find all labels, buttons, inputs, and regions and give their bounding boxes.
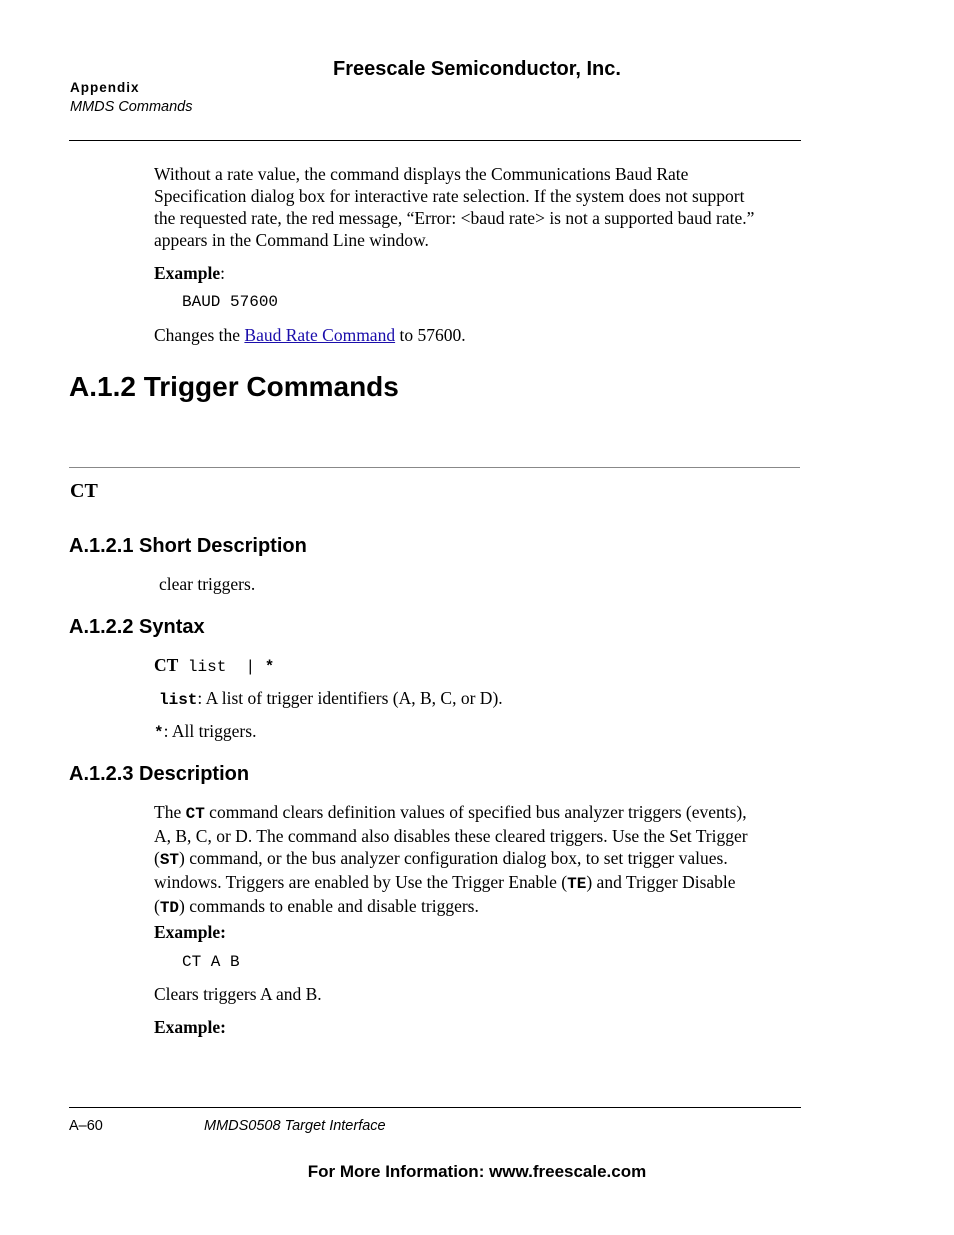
section-label: Appendix — [70, 80, 140, 95]
example2-label: Example: — [154, 1017, 226, 1037]
example1-code: CT A B — [182, 953, 240, 971]
short-description-text: clear triggers. — [159, 574, 256, 594]
code-te: TE — [567, 875, 587, 893]
subsection-label: MMDS Commands — [70, 99, 193, 115]
list-param-def: : A list of trigger identifiers (A, B, C, or D). — [197, 688, 503, 708]
baud-changes-line — [154, 324, 466, 346]
syntax-line — [154, 654, 274, 678]
changes-suffix: to 57600. — [395, 325, 466, 345]
example1-result: Clears triggers A and B. — [154, 984, 322, 1004]
example-colon: : — [220, 263, 225, 283]
star-param-def: : All triggers. — [163, 721, 257, 741]
page-number: A–60 — [69, 1118, 103, 1134]
trigger-commands-heading: A.1.2 Trigger Commands — [69, 371, 399, 402]
company-header: Freescale Semiconductor, Inc. — [333, 58, 621, 80]
description-heading: A.1.2.3 Description — [69, 763, 250, 785]
list-param-term: list — [159, 691, 198, 709]
syntax-heading: A.1.2.2 Syntax — [69, 616, 205, 638]
desc-line: (ST) command, or the bus analyzer configuration dialog box, to set trigger values. — [154, 848, 728, 869]
code-ct: CT — [185, 805, 205, 823]
baud-para-line: the requested rate, the red message, “Error: <baud rate> is not a supported baud rate.” — [154, 208, 755, 228]
list-param-line — [159, 687, 503, 711]
example-label-text: Example — [154, 263, 221, 283]
syntax-args: list | — [178, 658, 265, 676]
document-title: MMDS0508 Target Interface — [204, 1118, 386, 1134]
code-st: ST — [159, 851, 180, 869]
code-td: TD — [159, 899, 180, 917]
baud-example-label — [154, 262, 225, 284]
example1-label: Example: — [154, 922, 226, 942]
desc-line: The CT command clears definition values of specified bus analyzer triggers (events), — [154, 802, 747, 823]
description-paragraph — [154, 801, 748, 919]
baud-para-line: appears in the Command Line window. — [154, 230, 429, 250]
desc-line: windows. Triggers are enabled by Use the Trigger Enable (TE) and Trigger Disable — [154, 872, 736, 893]
syntax-command: CT — [154, 655, 179, 675]
ct-title: CT — [70, 480, 98, 502]
baud-rate-command-link[interactable]: Baud Rate Command — [244, 325, 396, 345]
syntax-star: * — [264, 658, 275, 676]
short-description-heading: A.1.2.1 Short Description — [69, 535, 307, 557]
more-info-footer: For More Information: www.freescale.com — [307, 1162, 647, 1181]
baud-example-code: BAUD 57600 — [182, 293, 279, 311]
star-param-term: * — [154, 724, 164, 742]
baud-paragraph — [154, 163, 754, 251]
baud-para-line: Without a rate value, the command displays the Communications Baud Rate — [154, 164, 689, 184]
header-rule — [69, 140, 801, 141]
footer-rule — [69, 1107, 801, 1108]
desc-line: (TD) commands to enable and disable triggers. — [154, 896, 479, 917]
baud-para-line: Specification dialog box for interactive rate selection. If the system does not support — [154, 186, 745, 206]
desc-line: A, B, C, or D. The command also disables these cleared triggers. Use the Set Trigger — [154, 826, 748, 846]
star-param-line — [154, 720, 256, 744]
changes-prefix: Changes the — [154, 325, 245, 345]
section-rule — [69, 467, 800, 468]
